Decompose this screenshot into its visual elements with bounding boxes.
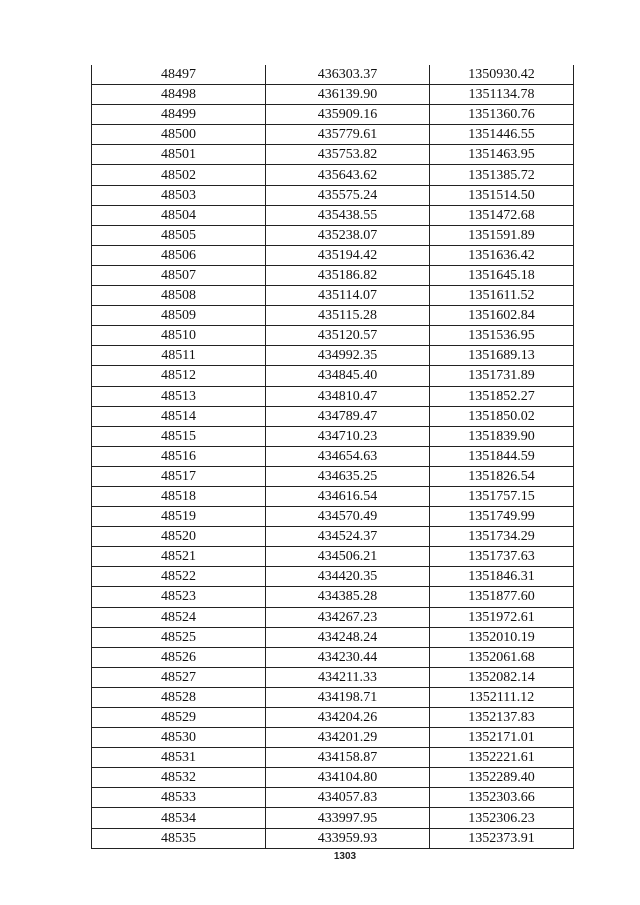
y-coordinate-cell: 1351749.99 [430, 507, 574, 527]
x-coordinate-cell: 435643.62 [266, 165, 430, 185]
table-row [92, 366, 574, 386]
table-row [92, 828, 574, 848]
y-coordinate-cell: 1351536.95 [430, 326, 574, 346]
point-id-cell: 48526 [92, 647, 266, 667]
x-coordinate-cell: 435779.61 [266, 125, 430, 145]
x-coordinate-cell: 434057.83 [266, 788, 430, 808]
x-coordinate-cell: 434198.71 [266, 687, 430, 707]
table-row [92, 386, 574, 406]
point-id-cell: 48522 [92, 567, 266, 587]
table-row [92, 165, 574, 185]
table-row [92, 205, 574, 225]
y-coordinate-cell: 1352303.66 [430, 788, 574, 808]
y-coordinate-cell: 1351734.29 [430, 527, 574, 547]
y-coordinate-cell: 1351852.27 [430, 386, 574, 406]
point-id-cell: 48504 [92, 205, 266, 225]
table-row [92, 466, 574, 486]
table-row [92, 125, 574, 145]
table-row [92, 245, 574, 265]
point-id-cell: 48535 [92, 828, 266, 848]
x-coordinate-cell: 434992.35 [266, 346, 430, 366]
table-row [92, 687, 574, 707]
point-id-cell: 48513 [92, 386, 266, 406]
x-coordinate-cell: 435753.82 [266, 145, 430, 165]
x-coordinate-cell: 433959.93 [266, 828, 430, 848]
table-row [92, 306, 574, 326]
y-coordinate-cell: 1351757.15 [430, 486, 574, 506]
page-number: 1303 [333, 851, 357, 862]
coordinate-table-body [92, 65, 574, 848]
table-row [92, 768, 574, 788]
y-coordinate-cell: 1351472.68 [430, 205, 574, 225]
y-coordinate-cell: 1350930.42 [430, 65, 574, 85]
point-id-cell: 48532 [92, 768, 266, 788]
point-id-cell: 48500 [92, 125, 266, 145]
y-coordinate-cell: 1351611.52 [430, 286, 574, 306]
point-id-cell: 48527 [92, 667, 266, 687]
y-coordinate-cell: 1351134.78 [430, 85, 574, 105]
y-coordinate-cell: 1352061.68 [430, 647, 574, 667]
table-row [92, 346, 574, 366]
table-row [92, 406, 574, 426]
point-id-cell: 48524 [92, 607, 266, 627]
x-coordinate-cell: 434204.26 [266, 708, 430, 728]
x-coordinate-cell: 434267.23 [266, 607, 430, 627]
point-id-cell: 48508 [92, 286, 266, 306]
x-coordinate-cell: 434570.49 [266, 507, 430, 527]
point-id-cell: 48518 [92, 486, 266, 506]
x-coordinate-cell: 434158.87 [266, 748, 430, 768]
table-row [92, 667, 574, 687]
point-id-cell: 48502 [92, 165, 266, 185]
y-coordinate-cell: 1352221.61 [430, 748, 574, 768]
y-coordinate-cell: 1351689.13 [430, 346, 574, 366]
table-row [92, 225, 574, 245]
y-coordinate-cell: 1351737.63 [430, 547, 574, 567]
y-coordinate-cell: 1351877.60 [430, 587, 574, 607]
table-row [92, 708, 574, 728]
table-row [92, 627, 574, 647]
point-id-cell: 48534 [92, 808, 266, 828]
x-coordinate-cell: 435575.24 [266, 185, 430, 205]
y-coordinate-cell: 1351636.42 [430, 245, 574, 265]
point-id-cell: 48530 [92, 728, 266, 748]
table-row [92, 85, 574, 105]
table-row [92, 65, 574, 85]
x-coordinate-cell: 434420.35 [266, 567, 430, 587]
coordinate-table [91, 65, 574, 849]
point-id-cell: 48507 [92, 265, 266, 285]
point-id-cell: 48511 [92, 346, 266, 366]
x-coordinate-cell: 434789.47 [266, 406, 430, 426]
y-coordinate-cell: 1351846.31 [430, 567, 574, 587]
table-row [92, 185, 574, 205]
y-coordinate-cell: 1352111.12 [430, 687, 574, 707]
table-row [92, 507, 574, 527]
x-coordinate-cell: 434506.21 [266, 547, 430, 567]
point-id-cell: 48520 [92, 527, 266, 547]
x-coordinate-cell: 435186.82 [266, 265, 430, 285]
point-id-cell: 48498 [92, 85, 266, 105]
y-coordinate-cell: 1351463.95 [430, 145, 574, 165]
x-coordinate-cell: 436303.37 [266, 65, 430, 85]
table-row [92, 527, 574, 547]
table-row [92, 105, 574, 125]
x-coordinate-cell: 434524.37 [266, 527, 430, 547]
point-id-cell: 48519 [92, 507, 266, 527]
table-row [92, 426, 574, 446]
point-id-cell: 48506 [92, 245, 266, 265]
table-row [92, 486, 574, 506]
y-coordinate-cell: 1351839.90 [430, 426, 574, 446]
table-row [92, 265, 574, 285]
point-id-cell: 48501 [92, 145, 266, 165]
point-id-cell: 48515 [92, 426, 266, 446]
y-coordinate-cell: 1352137.83 [430, 708, 574, 728]
point-id-cell: 48509 [92, 306, 266, 326]
y-coordinate-cell: 1352082.14 [430, 667, 574, 687]
x-coordinate-cell: 435438.55 [266, 205, 430, 225]
y-coordinate-cell: 1351826.54 [430, 466, 574, 486]
y-coordinate-cell: 1352010.19 [430, 627, 574, 647]
point-id-cell: 48525 [92, 627, 266, 647]
y-coordinate-cell: 1351645.18 [430, 265, 574, 285]
point-id-cell: 48523 [92, 587, 266, 607]
point-id-cell: 48517 [92, 466, 266, 486]
x-coordinate-cell: 434201.29 [266, 728, 430, 748]
point-id-cell: 48516 [92, 446, 266, 466]
point-id-cell: 48529 [92, 708, 266, 728]
y-coordinate-cell: 1352171.01 [430, 728, 574, 748]
table-row [92, 808, 574, 828]
x-coordinate-cell: 434211.33 [266, 667, 430, 687]
y-coordinate-cell: 1351514.50 [430, 185, 574, 205]
y-coordinate-cell: 1351446.55 [430, 125, 574, 145]
table-row [92, 607, 574, 627]
table-row [92, 587, 574, 607]
x-coordinate-cell: 435120.57 [266, 326, 430, 346]
table-row [92, 728, 574, 748]
x-coordinate-cell: 434654.63 [266, 446, 430, 466]
x-coordinate-cell: 433997.95 [266, 808, 430, 828]
x-coordinate-cell: 434616.54 [266, 486, 430, 506]
table-row [92, 326, 574, 346]
table-row [92, 567, 574, 587]
y-coordinate-cell: 1351602.84 [430, 306, 574, 326]
point-id-cell: 48497 [92, 65, 266, 85]
point-id-cell: 48512 [92, 366, 266, 386]
point-id-cell: 48510 [92, 326, 266, 346]
table-row [92, 145, 574, 165]
point-id-cell: 48533 [92, 788, 266, 808]
point-id-cell: 48528 [92, 687, 266, 707]
x-coordinate-cell: 436139.90 [266, 85, 430, 105]
y-coordinate-cell: 1351844.59 [430, 446, 574, 466]
x-coordinate-cell: 434104.80 [266, 768, 430, 788]
y-coordinate-cell: 1351385.72 [430, 165, 574, 185]
table-row [92, 748, 574, 768]
y-coordinate-cell: 1351731.89 [430, 366, 574, 386]
x-coordinate-cell: 434248.24 [266, 627, 430, 647]
x-coordinate-cell: 434230.44 [266, 647, 430, 667]
point-id-cell: 48499 [92, 105, 266, 125]
point-id-cell: 48514 [92, 406, 266, 426]
y-coordinate-cell: 1352289.40 [430, 768, 574, 788]
x-coordinate-cell: 434385.28 [266, 587, 430, 607]
x-coordinate-cell: 434635.25 [266, 466, 430, 486]
point-id-cell: 48505 [92, 225, 266, 245]
table-row [92, 647, 574, 667]
x-coordinate-cell: 434810.47 [266, 386, 430, 406]
x-coordinate-cell: 435114.07 [266, 286, 430, 306]
table-row [92, 446, 574, 466]
y-coordinate-cell: 1352373.91 [430, 828, 574, 848]
y-coordinate-cell: 1351591.89 [430, 225, 574, 245]
table-row [92, 286, 574, 306]
table-row [92, 547, 574, 567]
x-coordinate-cell: 435115.28 [266, 306, 430, 326]
x-coordinate-cell: 434710.23 [266, 426, 430, 446]
point-id-cell: 48531 [92, 748, 266, 768]
y-coordinate-cell: 1351850.02 [430, 406, 574, 426]
y-coordinate-cell: 1352306.23 [430, 808, 574, 828]
point-id-cell: 48503 [92, 185, 266, 205]
y-coordinate-cell: 1351360.76 [430, 105, 574, 125]
y-coordinate-cell: 1351972.61 [430, 607, 574, 627]
x-coordinate-cell: 435909.16 [266, 105, 430, 125]
x-coordinate-cell: 435194.42 [266, 245, 430, 265]
x-coordinate-cell: 434845.40 [266, 366, 430, 386]
point-id-cell: 48521 [92, 547, 266, 567]
table-row [92, 788, 574, 808]
x-coordinate-cell: 435238.07 [266, 225, 430, 245]
